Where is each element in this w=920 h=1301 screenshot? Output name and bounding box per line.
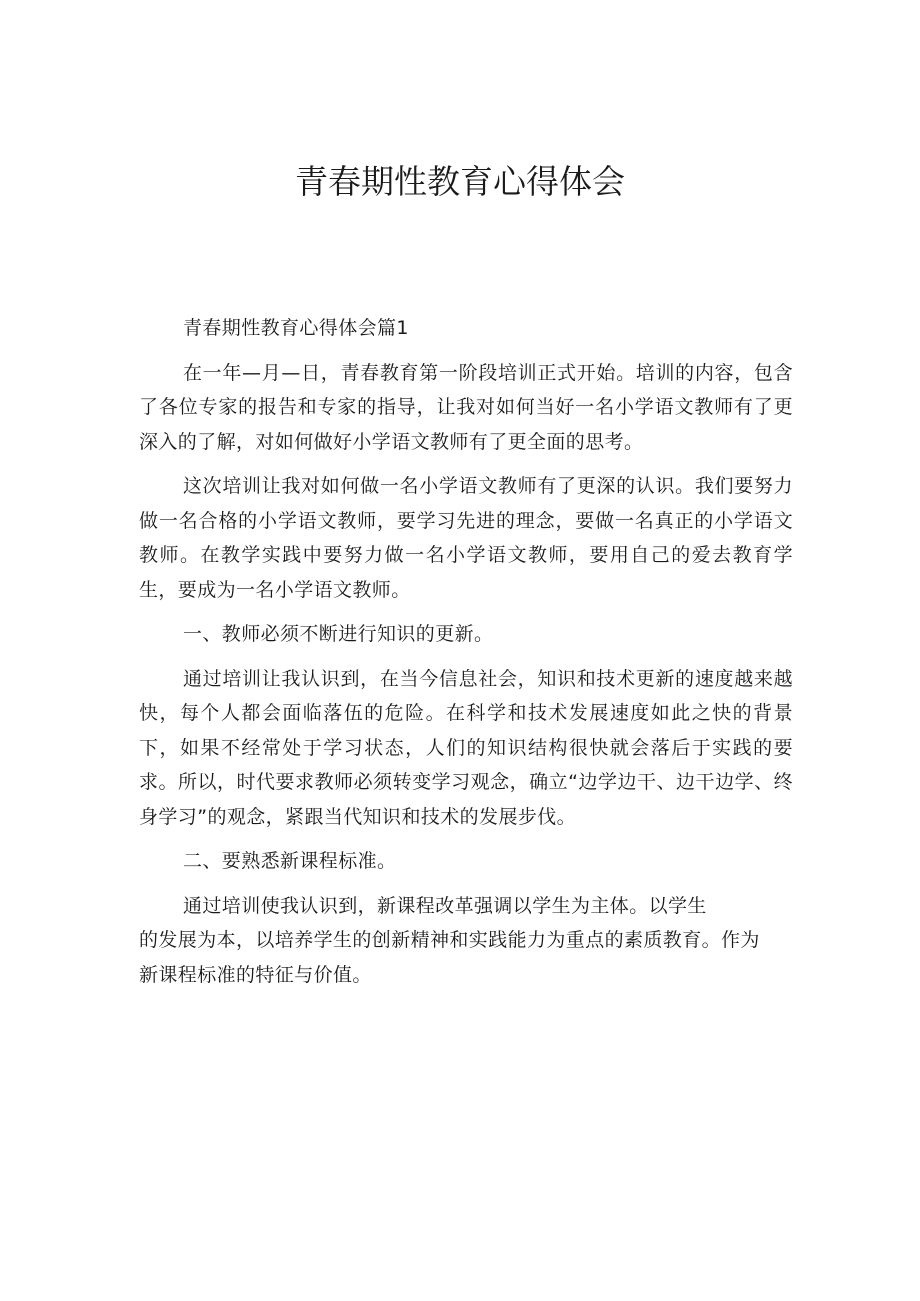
paragraph-1: 在一年—月—日，青春教育第一阶段培训正式开始。培训的内容，包含了各位专家的报告和专家的指导，让我对如何当好一名小学语文教师有了更深入的了解，对如何做好小学语文教师有了更全面的思考。	[139, 361, 793, 453]
subheading-2: 二、要熟悉新课程标准。	[183, 850, 397, 872]
subheading-1: 一、教师必须不断进行知识的更新。	[183, 623, 494, 645]
paragraph-4	[139, 889, 793, 993]
section-heading: 青春期性教育心得体会篇1	[183, 317, 409, 339]
paragraph-4-line-1: 通过培训使我认识到，新课程改革强调以学生为主体。以学生	[183, 894, 707, 917]
document-body	[139, 311, 793, 992]
paragraph-4-line-2: 的发展为本，以培养学生的创新精神和实践能力为重点的素质教育。作为	[139, 929, 760, 951]
paragraph-4-line-3: 新课程标准的特征与价值。	[139, 963, 372, 986]
document-title: 青春期性教育心得体会	[295, 162, 625, 201]
paragraph-2: 这次培训让我对如何做一名小学语文教师有了更深的认识。我们要努力做一名合格的小学语文教师，要学习先进的理念，要做一名真正的小学语文教师。在教学实践中要努力做一名小学语文教师，要用自己的爱去教育学生，要成为一名小学语文教师。	[139, 475, 793, 601]
paragraph-3: 通过培训让我认识到，在当今信息社会，知识和技术更新的速度越来越快，每个人都会面临落伍的危险。在科学和技术发展速度如此之快的背景下，如果不经常处于学习状态，人们的知识结构很快就会落后于实践的要求。所以，时代要求教师必须转变学习观念，确立“边学边干、边干边学、终身学习”的观念，紧跟当代知识和技术的发展步伐。	[139, 667, 793, 828]
